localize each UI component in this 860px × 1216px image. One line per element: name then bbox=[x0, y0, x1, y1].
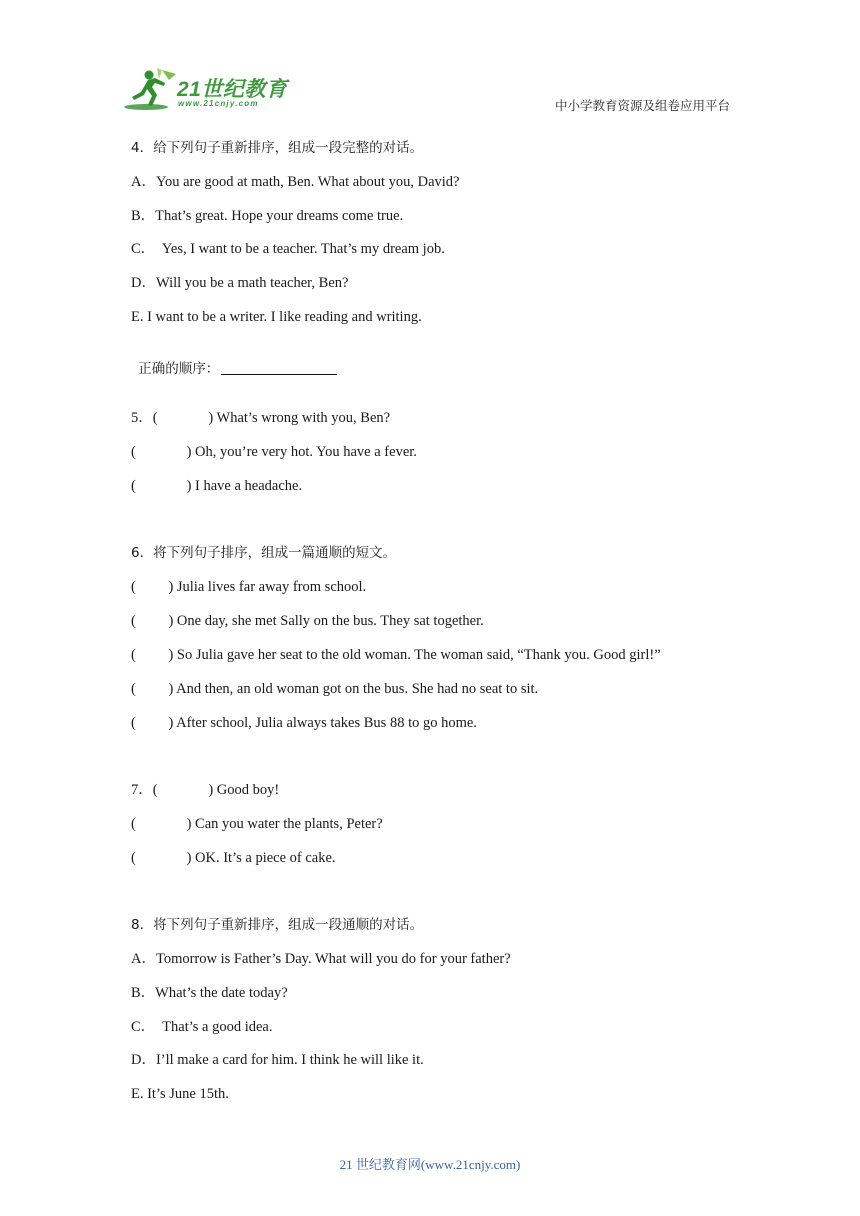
q7-line-3: ( ) OK. It’s a piece of cake. bbox=[131, 850, 336, 866]
q4-option-d: D．Will you be a math teacher, Ben? bbox=[131, 275, 349, 291]
logo-url: www.21cnjy.com bbox=[178, 99, 259, 108]
q6-line-2: ( ) One day, she met Sally on the bus. They sat together. bbox=[131, 613, 484, 629]
q8-option-a: A．Tomorrow is Father’s Day. What will you do for your father? bbox=[131, 951, 511, 967]
q4-title: 4．给下列句子重新排序，组成一段完整的对话。 bbox=[131, 140, 424, 156]
page-footer[interactable]: 21 世纪教育网(www.21cnjy.com) bbox=[339, 1157, 521, 1172]
q4-option-a: A．You are good at math, Ben. What about you, David? bbox=[131, 174, 460, 190]
runner-logo-icon bbox=[122, 66, 178, 114]
q4-option-c: C． Yes, I want to be a teacher. That’s my dream job. bbox=[131, 241, 445, 257]
q4-answer-blank[interactable] bbox=[221, 360, 337, 375]
site-logo[interactable] bbox=[122, 66, 292, 116]
q8-option-c: C． That’s a good idea. bbox=[131, 1019, 273, 1035]
q7-line-1: 7．( ) Good boy! bbox=[131, 782, 280, 798]
q4-answer-label: 正确的顺序： bbox=[138, 361, 220, 377]
q6-line-5: ( ) After school, Julia always takes Bus 88 to go home. bbox=[131, 715, 477, 731]
q8-option-d: D．I’ll make a card for him. I think he will like it. bbox=[131, 1052, 424, 1068]
q4-option-b: B．That’s great. Hope your dreams come true. bbox=[131, 208, 404, 224]
q6-title: 6．将下列句子排序，组成一篇通顺的短文。 bbox=[131, 545, 397, 561]
logo-text: 21世纪教育 bbox=[177, 78, 288, 101]
q8-option-e: E. It’s June 15th. bbox=[131, 1086, 229, 1102]
q8-title: 8．将下列句子重新排序，组成一段通顺的对话。 bbox=[131, 917, 424, 933]
q7-line-2: ( ) Can you water the plants, Peter? bbox=[131, 816, 383, 832]
q5-line-3: ( ) I have a headache. bbox=[131, 478, 303, 494]
q6-line-4: ( ) And then, an old woman got on the bus. She had no seat to sit. bbox=[131, 681, 539, 697]
q5-line-2: ( ) Oh, you’re very hot. You have a fever. bbox=[131, 444, 417, 460]
q5-line-1: 5．( ) What’s wrong with you, Ben? bbox=[131, 410, 391, 426]
q6-line-1: ( ) Julia lives far away from school. bbox=[131, 579, 367, 595]
header-tagline: 中小学教育资源及组卷应用平台 bbox=[554, 98, 730, 113]
page-header bbox=[0, 0, 860, 130]
q8-option-b: B．What’s the date today? bbox=[131, 985, 288, 1001]
q4-answer-row bbox=[131, 342, 337, 378]
q6-line-3: ( ) So Julia gave her seat to the old woman. The woman said, “Thank you. Good girl!” bbox=[131, 647, 661, 663]
q4-option-e: E. I want to be a writer. I like reading and writing. bbox=[131, 309, 422, 325]
